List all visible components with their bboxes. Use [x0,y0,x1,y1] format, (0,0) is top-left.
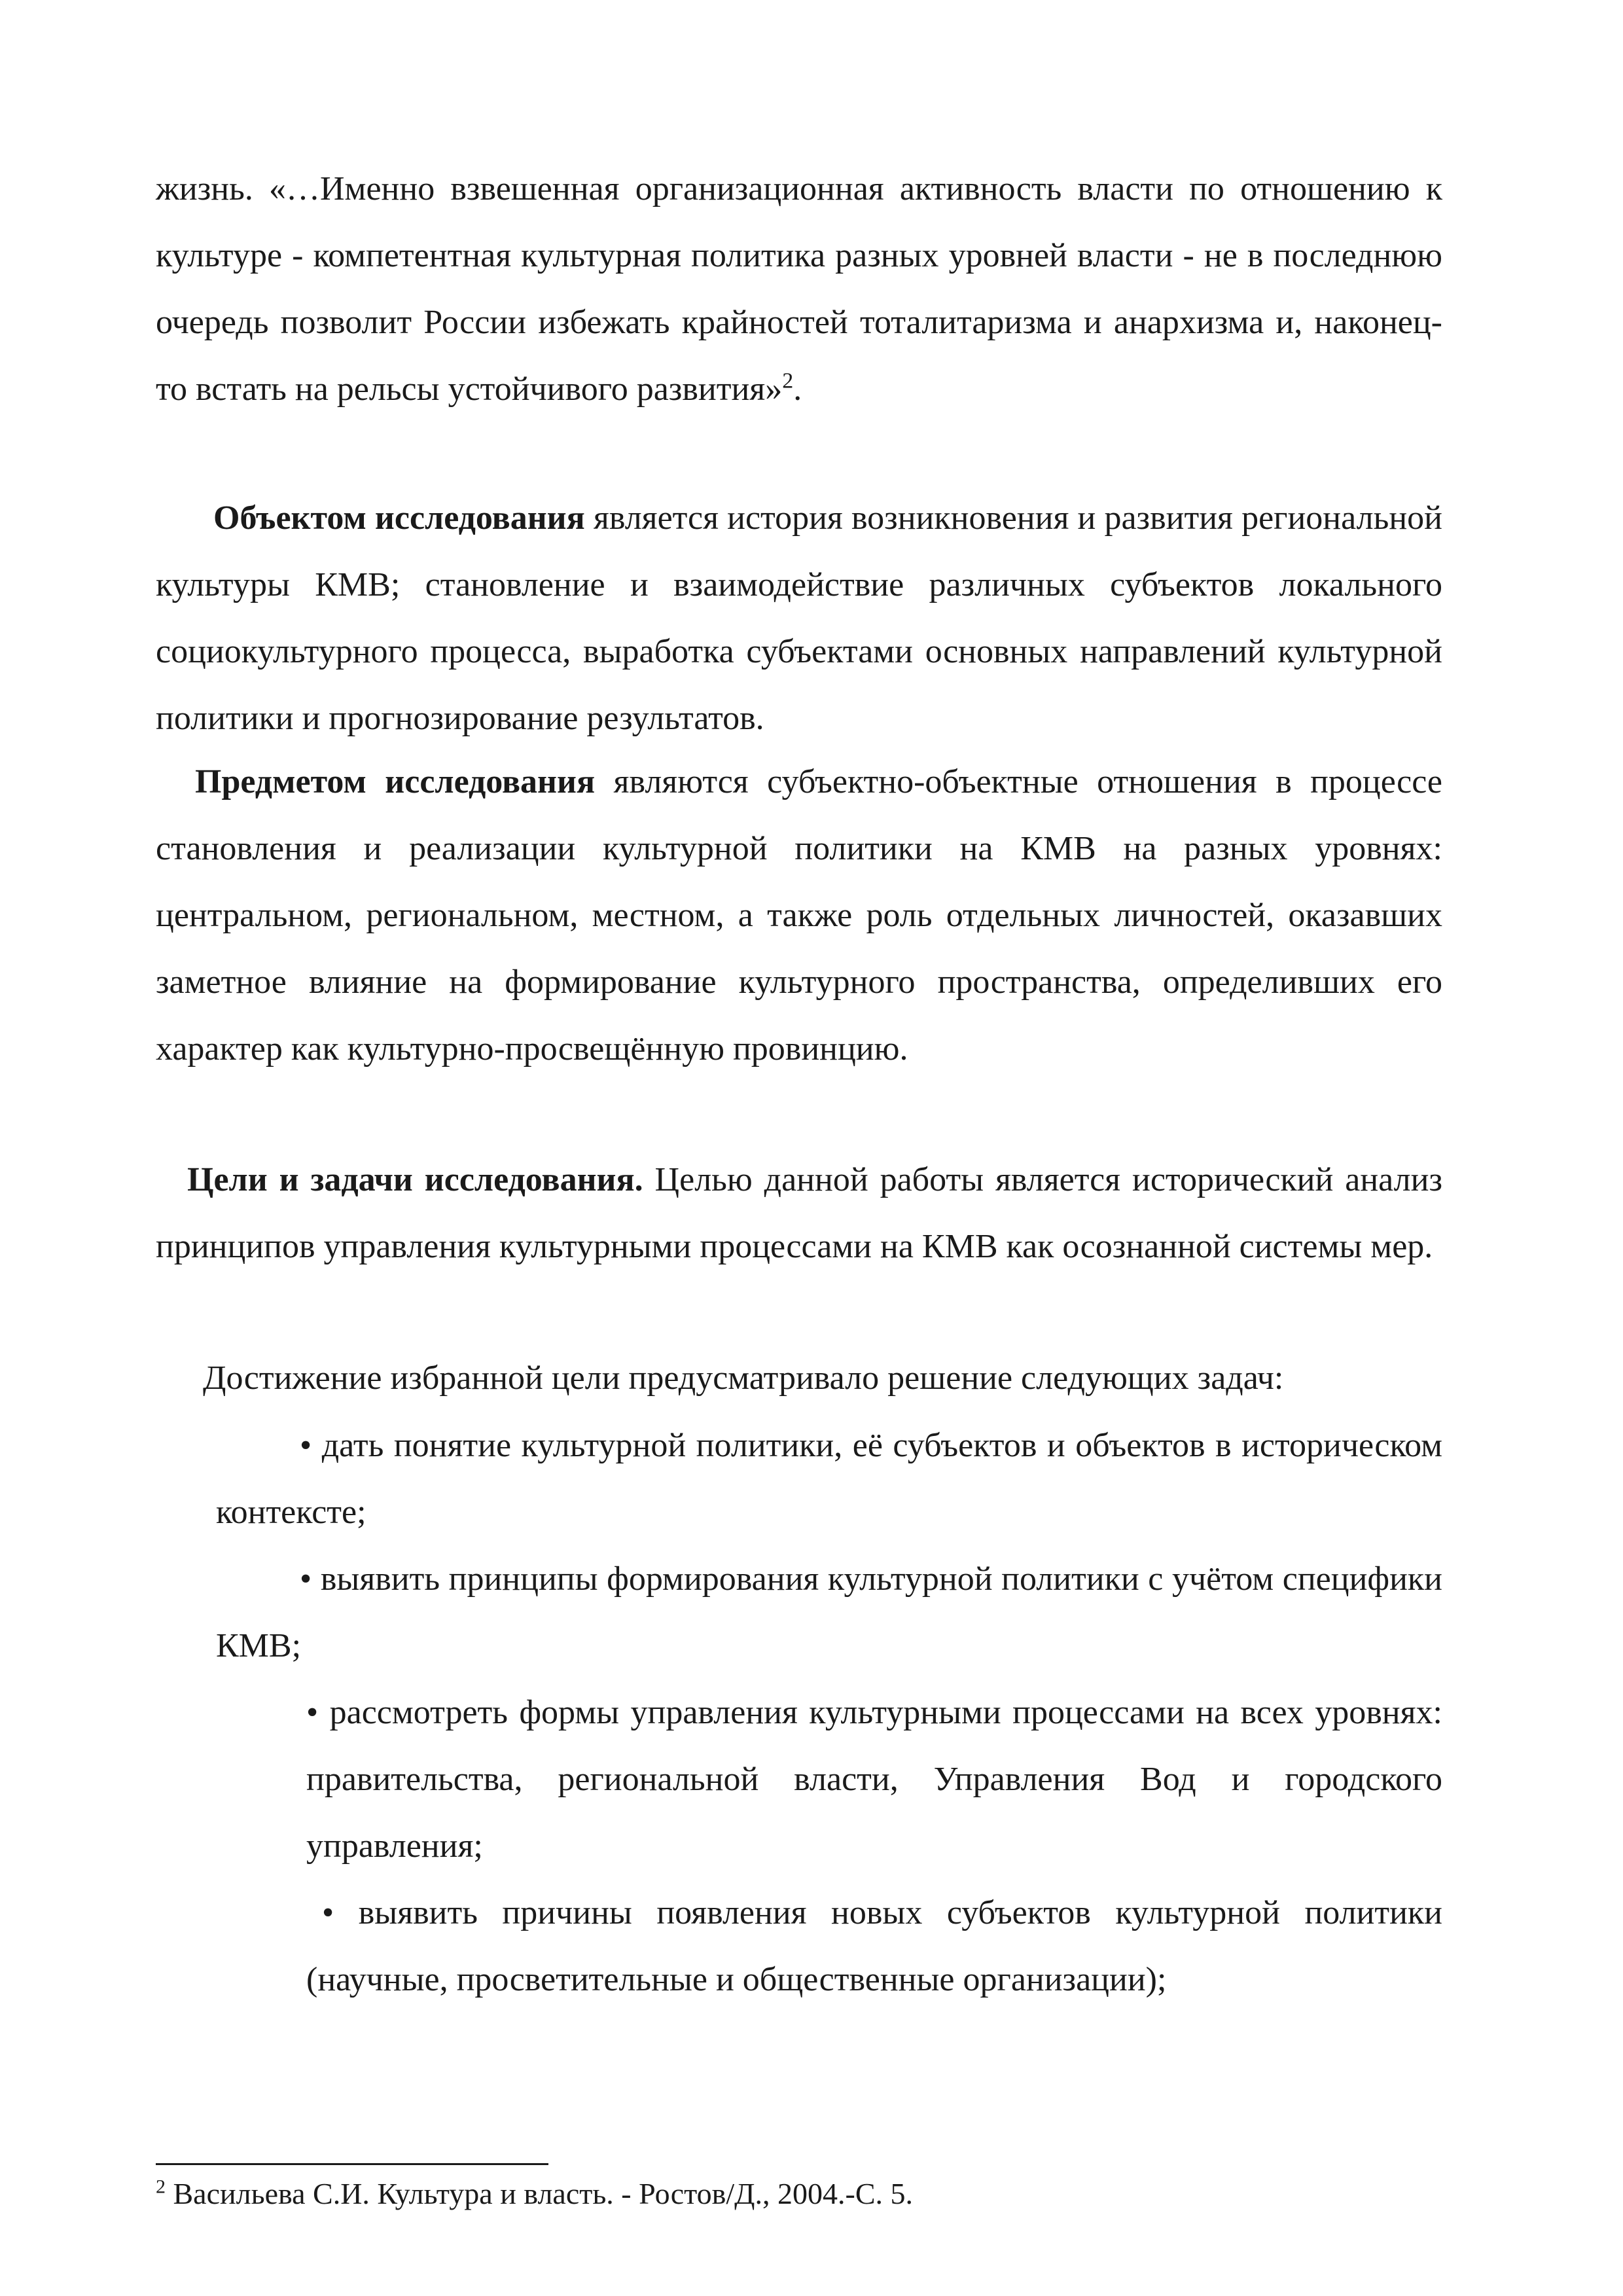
goals-text: Целью данной работы является исторический анализ принципов управления культурными процессами на КМВ как осознанной системы мер. [156,1161,1442,1265]
bullet-text: дать понятие культурной политики, её субъектов и объектов в историческом контексте; [216,1427,1443,1531]
bullet-item [216,1546,1442,1679]
footnote-separator [156,2163,548,2165]
footnote [156,2173,1442,2215]
quote-end: . [793,370,802,408]
object-text: является история возникновения и развития региональной культуры КМВ; становление и взаимодействие различных субъектов локального социокультурного процесса, выработка субъектами основных направлений культурной политики и прогнозирование результатов. [156,499,1442,737]
bullet-icon: • [300,1427,312,1464]
tasks-intro-text: Достижение избранной цели предусматривало решение следующих задач: [203,1359,1284,1397]
bullet-text: рассмотреть формы управления культурными процессами на всех уровнях: правительства, региональной власти, Управления Вод и городского управления; [306,1694,1442,1865]
bullet-icon: • [322,1894,334,1931]
bullet-text: выявить принципы формирования культурной политики с учётом специфики КМВ; [216,1560,1443,1664]
bullet-item [306,1880,1442,2013]
paragraph-intro-quote [156,156,1442,423]
paragraph-subject [156,749,1442,1083]
subject-text: являются субъектно-объектные отношения в процессе становления и реализации культурной политики на КМВ на разных уровнях: центральном, региональном, местном, а также роль отдельных личностей, оказавших заметное влияние на формирование культурного пространства, определивших его характер как культурно-просвещённую провинцию. [156,763,1442,1067]
footnote-text: Васильева С.И. Культура и власть. - Ростов/Д., 2004.-С. 5. [166,2177,914,2210]
footnote-reference[interactable]: 2 [782,368,794,393]
footnote-number: 2 [156,2176,166,2198]
bullet-item [306,1679,1442,1880]
bullet-icon: • [300,1560,312,1598]
paragraph-tasks-intro [203,1345,1442,1412]
subject-heading: Предметом исследования [195,763,596,800]
bullet-item [216,1412,1442,1546]
bullet-icon: • [306,1694,319,1731]
paragraph-object [156,485,1442,752]
object-heading: Объектом исследования [213,499,585,537]
quote-text: жизнь. «…Именно взвешенная организационная активность власти по отношению к культуре - компетентная культурная политика разных уровней власти - не в последнюю очередь позволит России избежать крайностей тоталитаризма и анархизма и, наконец-то встать на рельсы устойчивого развития» [156,170,1442,408]
goals-heading: Цели и задачи исследования. [187,1161,643,1198]
paragraph-goals [156,1147,1442,1280]
bullet-text: выявить причины появления новых субъектов культурной политики (научные, просветительные и общественные организации); [306,1894,1443,1998]
